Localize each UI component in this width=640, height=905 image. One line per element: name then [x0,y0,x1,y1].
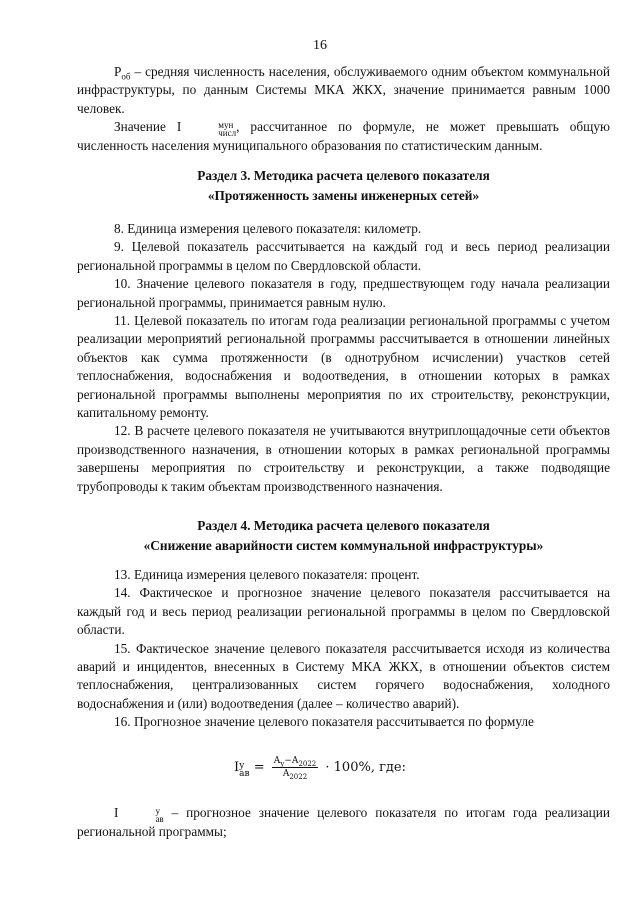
formula-lhs-indices [239,762,249,778]
symbol-i: I [176,119,182,135]
numerator-minus: −A [284,756,299,766]
numerator-sub: у [280,759,285,768]
formula-lhs-superscript: у [239,761,245,771]
paragraph-i-av [77,804,610,841]
section-3-heading [77,166,610,206]
formula-fraction [272,756,319,779]
section-title: Раздел 4. Методика расчета целевого показателя [197,518,490,533]
numerator-a: A [273,756,281,766]
paragraph: 11. Целевой показатель по итогам года реализации региональной программы с учетом реализации мероприятий региональной программы рассчитывается в отношении линейных объектов как сумма протяженности (в однотрубном исчислении) участков сетей теплоснабжения, водоснабжения и водоотведения, в отношении которых в рамках региональной программы выполнены мероприятия по их строительству, реконструкции, капитальному ремонту. [77,313,610,421]
formula-denominator [272,768,319,779]
paragraph: 15. Фактическое значение целевого показателя рассчитывается исходя из количества аварий и инцидентов, внесенных в Систему МКА ЖКХ, в отношении объектов систем теплоснабжения, централизованных систем горячего водоснабжения, холодного водоснабжения и (или) водоотведения (далее – количество аварий). [77,640,610,711]
paragraph-text: – прогнозное значение целевого показателя по итогам года реализации региональной программы; [77,805,610,839]
symbol-p-subscript: об [121,71,131,82]
denominator-sub: 2022 [289,772,308,781]
numerator-sub2: 2022 [298,759,317,768]
paragraph: 12. В расчете целевого показателя не учитываются внутриплощадочные сети объектов производственного назначения, в отношении которых в рамках региональной программы завершены мероприятия по строительству и реконструкции, а также подводящие трубопроводы к таким объектам производственного назначения. [77,423,610,494]
paragraph: 16. Прогнозное значение целевого показателя рассчитывается по формуле [114,714,534,730]
section-4-body [77,566,610,732]
formula [0,756,640,779]
page-number: 16 [313,38,327,53]
symbol-i-superscript: у [155,806,160,816]
symbol-p: P [114,64,122,79]
symbol-i-subscript: ав [155,814,164,824]
formula-lhs-subscript: ав [239,769,250,779]
formula-numerator [272,756,319,768]
symbol-i-subscript: числ [218,128,237,139]
denominator-a: A [282,769,290,779]
section-subtitle: «Протяженность замены инженерных сетей» [207,188,480,203]
symbol-i-superscript: мун [218,120,234,131]
paragraph: 10. Значение целевого показателя в году, предшествующем году начала реализации региональной программы, принимается равным нулю. [77,276,610,310]
formula-lhs: I [234,760,240,775]
intro-block [77,63,610,156]
symbol-i-indices [118,807,163,823]
paragraph: 8. Единица измерения целевого показателя: километр. [114,221,422,236]
section-title: Раздел 3. Методика расчета целевого показателя [197,168,490,183]
paragraph: 14. Фактическое и прогнозное значение целевого показателя рассчитывается на каждый год и весь период реализации региональной программы в целом по Свердловской области. [77,585,610,638]
paragraph-i-mun [77,118,610,155]
symbol-i-indices [181,121,236,137]
symbol-i: I [114,805,119,820]
paragraph: 13. Единица измерения целевого показателя: процент. [114,567,420,582]
section-4-heading [77,516,610,556]
paragraph: 9. Целевой показатель рассчитывается на каждый год и весь период реализации региональной программы в целом по Свердловской области. [77,239,610,273]
formula-equals: = [249,760,269,775]
paragraph-prefix: Значение [114,119,177,135]
section-3-body [77,220,610,496]
definition-block [77,804,610,841]
formula-tail: · 100%, где: [321,760,406,775]
section-subtitle: «Снижение аварийности систем коммунальной инфраструктуры» [143,538,544,553]
paragraph-text: – средняя численность населения, обслуживаемого одним объектом коммунальной инфраструктуры, по данным Системы МКА ЖКХ, значение принимается равным 1000 человек. [77,64,610,116]
paragraph-p-ob [77,63,610,118]
paragraph-text: , рассчитанное по формуле, не может превышать общую численность населения муниципального образования по статистическим данным. [77,119,610,154]
